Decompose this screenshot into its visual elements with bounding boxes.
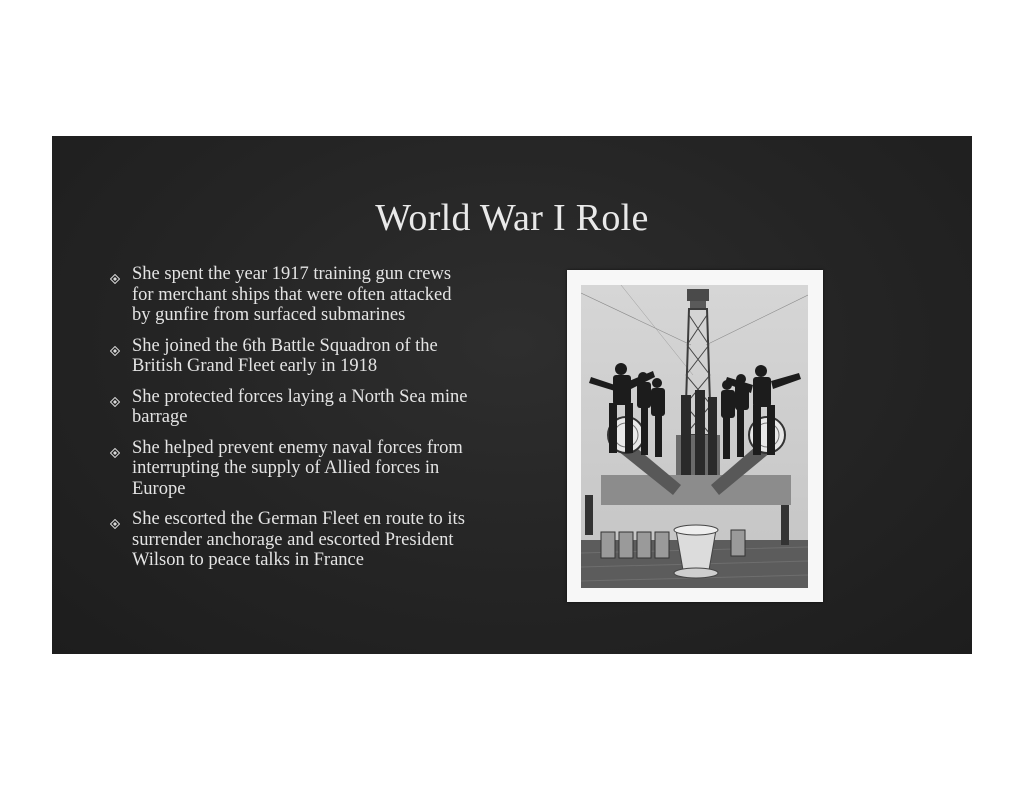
bullet-item [108,264,468,326]
bullet-text: She spent the year 1917 training gun crews for merchant ships that were often attacked by gunfire from surfaced submarines [132,264,452,325]
bullet-item [108,509,468,571]
slide-title: World War I Role [375,197,649,239]
diamond-bullet-icon [110,443,120,453]
bullet-text: She joined the 6th Battle Squadron of the British Grand Fleet early in 1918 [132,335,438,376]
bullet-text: She helped prevent enemy naval forces from interrupting the supply of Allied forces in Europe [132,437,463,499]
photo-frame [567,270,823,602]
bullet-item [108,336,468,377]
bullet-item [108,387,468,428]
diamond-bullet-icon [110,514,120,524]
bullet-list [108,264,468,581]
bullet-item [108,438,468,500]
slide [52,136,972,654]
diamond-bullet-icon [110,269,120,279]
bullet-text: She escorted the German Fleet en route to its surrender anchorage and escorted President Wilson to peace talks in France [132,509,465,570]
diamond-bullet-icon [110,341,120,351]
diamond-bullet-icon [110,392,120,402]
bullet-text: She protected forces laying a North Sea mine barrage [132,386,468,427]
battleship-photo [581,285,808,588]
